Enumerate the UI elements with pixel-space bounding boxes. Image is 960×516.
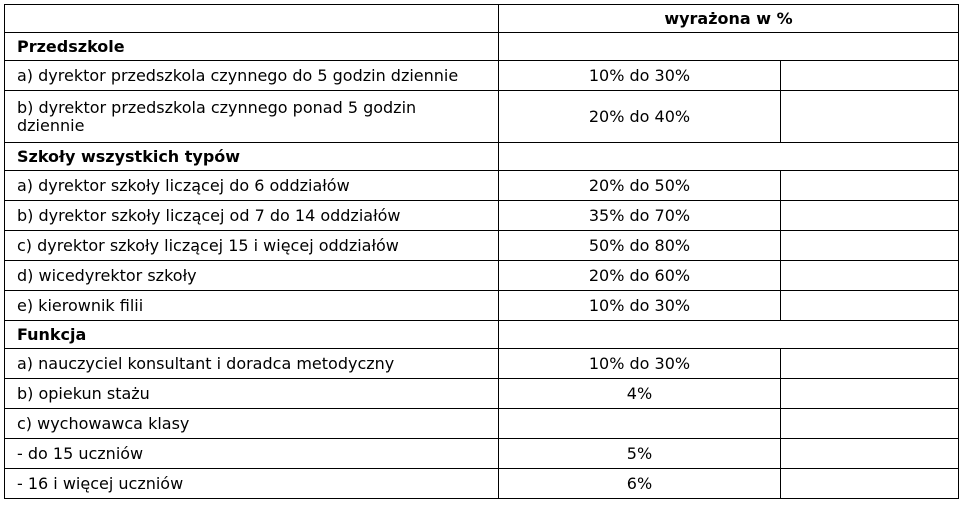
row-value: 6%: [499, 469, 781, 499]
section-row-funkcja: [5, 321, 959, 349]
row-value: 10% do 30%: [499, 61, 781, 91]
empty-cell: [499, 321, 959, 349]
row-value: 10% do 30%: [499, 291, 781, 321]
table-row: [5, 379, 959, 409]
row-label: a) dyrektor przedszkola czynnego do 5 godzin dziennie: [5, 61, 499, 91]
empty-cell: [781, 439, 959, 469]
empty-cell: [781, 349, 959, 379]
section-row-szkoly: [5, 143, 959, 171]
section-title: Funkcja: [5, 321, 499, 349]
empty-cell: [781, 91, 959, 143]
row-value: [499, 409, 781, 439]
row-label: - 16 i więcej uczniów: [5, 469, 499, 499]
table-row: [5, 409, 959, 439]
row-value: 5%: [499, 439, 781, 469]
table-row: [5, 171, 959, 201]
empty-cell: [781, 409, 959, 439]
empty-cell: [781, 61, 959, 91]
row-label: d) wicedyrektor szkoły: [5, 261, 499, 291]
row-label: - do 15 uczniów: [5, 439, 499, 469]
row-value: 20% do 50%: [499, 171, 781, 201]
empty-cell: [781, 201, 959, 231]
empty-cell: [499, 143, 959, 171]
row-label: c) dyrektor szkoły liczącej 15 i więcej oddziałów: [5, 231, 499, 261]
table-row: [5, 61, 959, 91]
unit-header: wyrażona w %: [499, 5, 959, 33]
row-label: b) dyrektor przedszkola czynnego ponad 5 godzin dziennie: [5, 91, 499, 143]
empty-cell: [781, 261, 959, 291]
header-empty-cell: [5, 5, 499, 33]
table-row: [5, 91, 959, 143]
section-row-przedszkole: [5, 33, 959, 61]
row-value: 20% do 40%: [499, 91, 781, 143]
table-row: [5, 201, 959, 231]
table-row: [5, 291, 959, 321]
empty-cell: [781, 291, 959, 321]
row-label: b) opiekun stażu: [5, 379, 499, 409]
row-value: 50% do 80%: [499, 231, 781, 261]
allowance-table-container: [4, 4, 959, 499]
row-value: 4%: [499, 379, 781, 409]
table-row: [5, 231, 959, 261]
empty-cell: [781, 171, 959, 201]
row-label: a) nauczyciel konsultant i doradca metodyczny: [5, 349, 499, 379]
empty-cell: [499, 33, 959, 61]
table-row: [5, 261, 959, 291]
empty-cell: [781, 469, 959, 499]
section-title: Przedszkole: [5, 33, 499, 61]
empty-cell: [781, 231, 959, 261]
row-value: 20% do 60%: [499, 261, 781, 291]
table-row: [5, 349, 959, 379]
row-label: b) dyrektor szkoły liczącej od 7 do 14 oddziałów: [5, 201, 499, 231]
row-value: 10% do 30%: [499, 349, 781, 379]
row-label: c) wychowawca klasy: [5, 409, 499, 439]
row-label: a) dyrektor szkoły liczącej do 6 oddziałów: [5, 171, 499, 201]
section-title: Szkoły wszystkich typów: [5, 143, 499, 171]
table-row: [5, 469, 959, 499]
table-row: [5, 439, 959, 469]
empty-cell: [781, 379, 959, 409]
table-header-row: [5, 5, 959, 33]
allowance-table: [4, 4, 959, 499]
row-value: 35% do 70%: [499, 201, 781, 231]
row-label: e) kierownik filii: [5, 291, 499, 321]
